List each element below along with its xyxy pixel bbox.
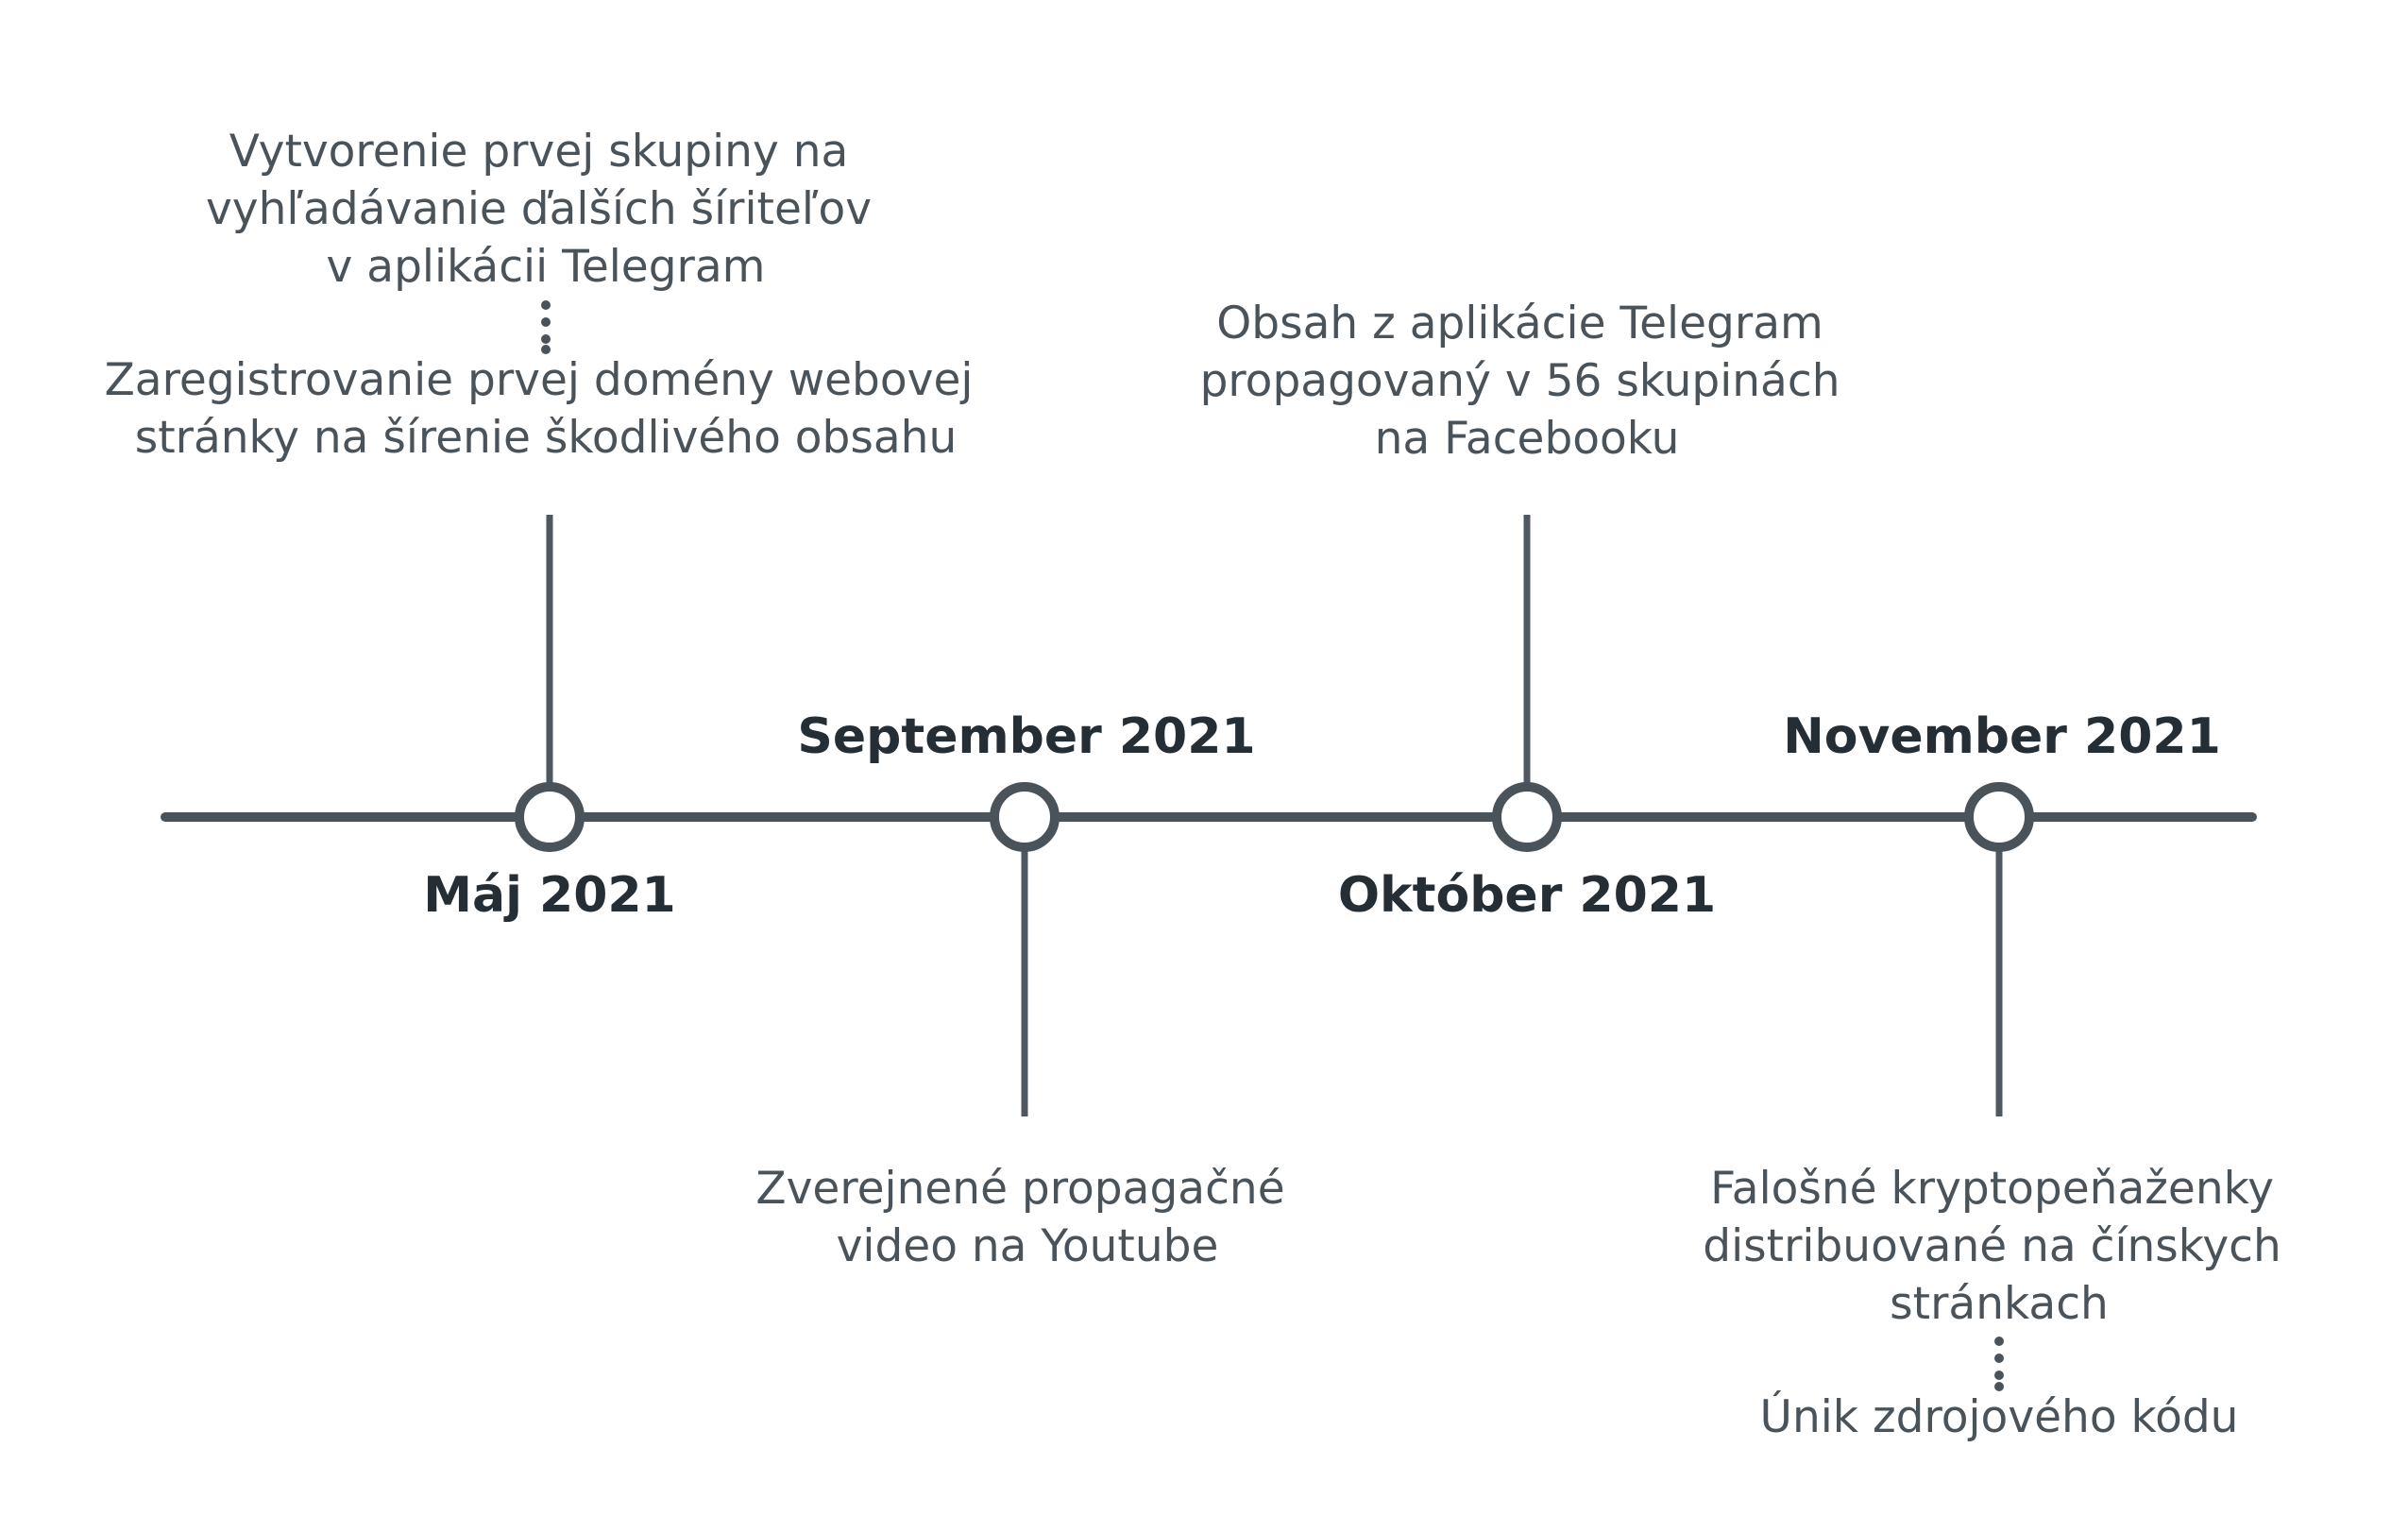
event-description bbox=[1703, 1163, 2295, 1330]
milestone-date: September 2021 bbox=[797, 708, 1256, 765]
milestone-node bbox=[1497, 787, 1557, 847]
event-text-line: stránkach bbox=[1890, 1278, 2109, 1330]
event-description bbox=[1760, 1391, 2239, 1443]
event-text-line: v aplikácii Telegram bbox=[326, 241, 766, 293]
milestone-node bbox=[519, 787, 580, 847]
event-text-line: vyhľadávanie ďalších šíriteľov bbox=[205, 183, 873, 235]
event-text-line: Zaregistrovanie prvej domény webovej bbox=[104, 354, 974, 406]
event-text-line: Zverejnené propagačné bbox=[755, 1163, 1285, 1215]
event-text-line: Vytvorenie prvej skupiny na bbox=[229, 126, 849, 178]
milestone-date: Október 2021 bbox=[1337, 867, 1717, 924]
event-text-line: na Facebooku bbox=[1374, 413, 1680, 465]
milestone-maj-2021 bbox=[105, 126, 988, 924]
event-description bbox=[1200, 298, 1855, 465]
milestone-node bbox=[1969, 787, 2029, 847]
dotted-separator bbox=[541, 300, 551, 354]
event-description bbox=[206, 126, 886, 293]
event-description bbox=[755, 1163, 1298, 1272]
event-description bbox=[105, 354, 988, 464]
milestone-oktober-2021 bbox=[1200, 298, 1855, 924]
event-text-line: Falošné kryptopeňaženky bbox=[1710, 1163, 2274, 1215]
event-text-line: Obsah z aplikácie Telegram bbox=[1216, 298, 1823, 349]
milestone-september-2021 bbox=[755, 708, 1298, 1272]
event-text-line: video na Youtube bbox=[836, 1220, 1219, 1272]
event-text-line: propagovaný v 56 skupinách bbox=[1199, 355, 1840, 407]
milestone-node bbox=[994, 787, 1055, 847]
event-text-line: distribuované na čínskych bbox=[1703, 1220, 2281, 1272]
event-text-line: Únik zdrojového kódu bbox=[1759, 1391, 2239, 1443]
milestone-date: Máj 2021 bbox=[423, 867, 676, 924]
dotted-separator bbox=[1994, 1337, 2004, 1391]
milestone-date: November 2021 bbox=[1783, 708, 2221, 765]
event-text-line: stránky na šírenie škodlivého obsahu bbox=[134, 412, 958, 464]
